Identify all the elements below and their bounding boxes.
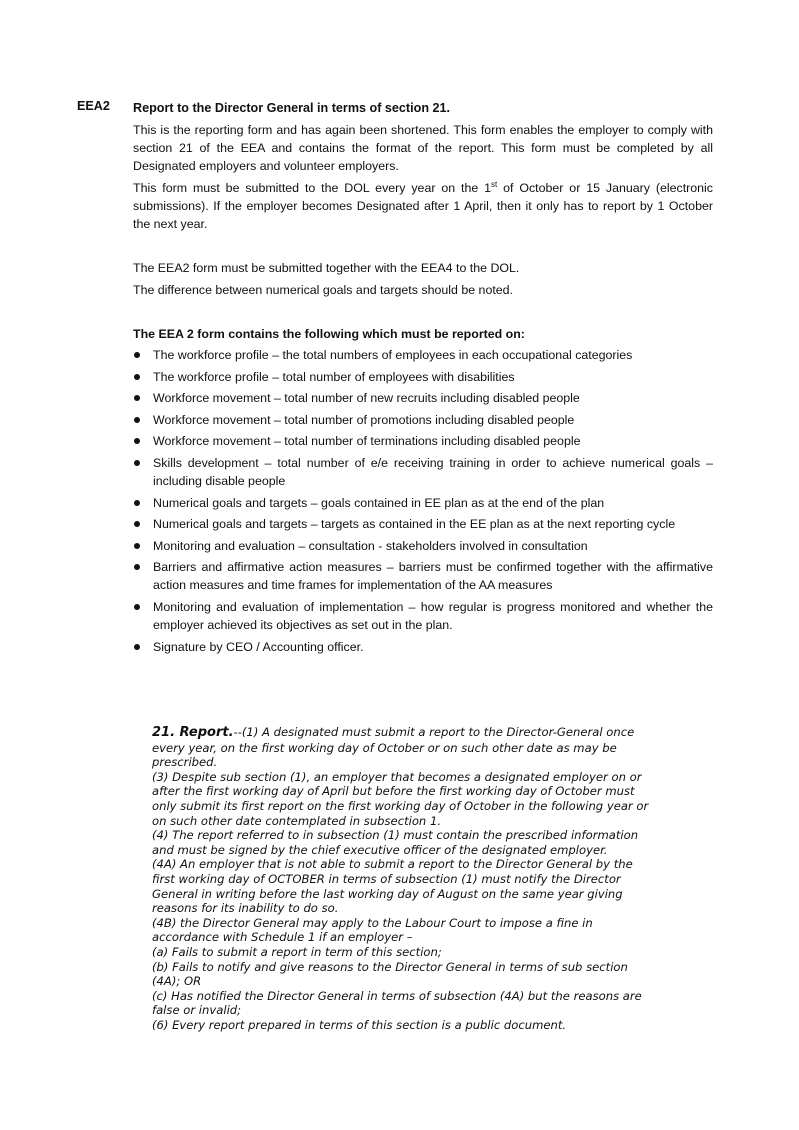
quote-first-para bbox=[152, 725, 672, 770]
list-item-text: Monitoring and evaluation – consultation - stakeholders involved in consultation bbox=[153, 538, 588, 553]
list-item-text: The workforce profile – total number of employees with disabilities bbox=[153, 369, 515, 384]
quote-line: (4A) An employer that is not able to submit a report to the Director General by the first working day of OCTOBER in terms of subsection (1) must notify the Director General in writing before the last working day of August on the same year giving reasons for its inability to do so. bbox=[152, 857, 633, 916]
submission-text-end: of October or 15 January (electronic submissions). If the employer becomes Designated after 1 April, then it only has to report by 1 October the next year. bbox=[133, 181, 713, 231]
quote-line: (a) Fails to submit a report in term of this section; bbox=[152, 944, 442, 959]
bullet-icon bbox=[134, 500, 140, 506]
goals-targets-note: The difference between numerical goals and targets should be noted. bbox=[133, 283, 514, 297]
list-item-text: Monitoring and evaluation of implementation – how regular is progress monitored and whether the employer achieved its objectives as set out in the plan. bbox=[153, 599, 713, 632]
submission-paragraph bbox=[133, 179, 713, 233]
quote-line: (b) Fails to notify and give reasons to the Director General in terms of sub section (4A); OR bbox=[152, 959, 628, 989]
list-item bbox=[133, 537, 713, 555]
section-21-quote bbox=[152, 725, 672, 1032]
submission-text-start: This form must be submitted to the DOL every year on the 1 bbox=[133, 181, 492, 195]
quote-line: (c) Has notified the Director General in terms of subsection (4A) but the reasons are false or invalid; bbox=[152, 988, 642, 1018]
quote-line: (4B) the Director General may apply to the Labour Court to impose a fine in accordance with Schedule 1 if an employer – bbox=[152, 915, 593, 945]
bullet-icon bbox=[134, 417, 140, 423]
eea4-note: The EEA2 form must be submitted together with the EEA4 to the DOL. bbox=[133, 261, 520, 275]
quote-line: --(1) A designated must submit a report to the Director-General once every year, on the first working day of October or on such other date as may be prescribed. bbox=[152, 725, 635, 770]
list-item bbox=[133, 558, 713, 594]
bullet-icon bbox=[134, 543, 140, 549]
list-item bbox=[133, 389, 713, 407]
main-content bbox=[133, 99, 713, 659]
bullet-icon bbox=[134, 352, 140, 358]
list-item-text: Skills development – total number of e/e receiving training in order to achieve numerical goals – including disable people bbox=[153, 455, 713, 488]
list-item bbox=[133, 432, 713, 450]
list-heading: The EEA 2 form contains the following which must be reported on: bbox=[133, 327, 525, 341]
list-item-text: Workforce movement – total number of terminations including disabled people bbox=[153, 434, 581, 449]
list-item bbox=[133, 368, 713, 386]
list-item bbox=[133, 638, 713, 656]
bullet-icon bbox=[134, 604, 140, 610]
list-item bbox=[133, 494, 713, 512]
bullet-icon bbox=[134, 644, 140, 650]
section-heading: Report to the Director General in terms of section 21. bbox=[133, 101, 451, 115]
bullet-icon bbox=[134, 438, 140, 444]
bullet-icon bbox=[134, 395, 140, 401]
intro-paragraph: This is the reporting form and has again been shortened. This form enables the employer to comply with section 21 of the EEA and contains the format of the report. This form must be completed by all Designated employers and volunteer employers. bbox=[133, 123, 713, 173]
list-item-text: The workforce profile – the total numbers of employees in each occupational categories bbox=[153, 348, 633, 362]
list-item bbox=[133, 454, 713, 490]
quote-line: (6) Every report prepared in terms of this section is a public document. bbox=[152, 1017, 567, 1032]
list-item-text: Signature by CEO / Accounting officer. bbox=[153, 639, 364, 654]
bullet-icon bbox=[134, 460, 140, 466]
list-item-text: Workforce movement – total number of promotions including disabled people bbox=[153, 412, 575, 427]
list-item-text: Numerical goals and targets – goals contained in EE plan as at the end of the plan bbox=[153, 495, 605, 510]
quote-line: (4) The report referred to in subsection (1) must contain the prescribed information and must be signed by the chief executive officer of the designated employer. bbox=[152, 828, 639, 857]
bullet-icon bbox=[134, 521, 140, 527]
list-item bbox=[133, 515, 713, 533]
list-item-text: Workforce movement – total number of new recruits including disabled people bbox=[153, 391, 580, 406]
bullet-icon bbox=[134, 374, 140, 380]
report-items-list bbox=[133, 346, 713, 656]
list-item-text: Barriers and affirmative action measures – barriers must be confirmed together with the affirmative action measures and time frames for implementation of the AA measures bbox=[153, 560, 713, 593]
list-item bbox=[133, 411, 713, 429]
quote-line: (3) Despite sub section (1), an employer that becomes a designated employer on or after the first working day of April but before the first working day of October must only submit its first report on the first working day of October in the following year or on such other date contemplated in subsection 1. bbox=[152, 769, 649, 828]
quote-title: 21. Report. bbox=[152, 725, 234, 740]
bullet-icon bbox=[134, 564, 140, 570]
list-item bbox=[133, 346, 713, 364]
list-item bbox=[133, 598, 713, 634]
section-code: EEA2 bbox=[77, 99, 110, 113]
list-item-text: Numerical goals and targets – targets as contained in the EE plan as at the next reporting cycle bbox=[153, 517, 676, 532]
ordinal-suffix: st bbox=[491, 179, 498, 189]
